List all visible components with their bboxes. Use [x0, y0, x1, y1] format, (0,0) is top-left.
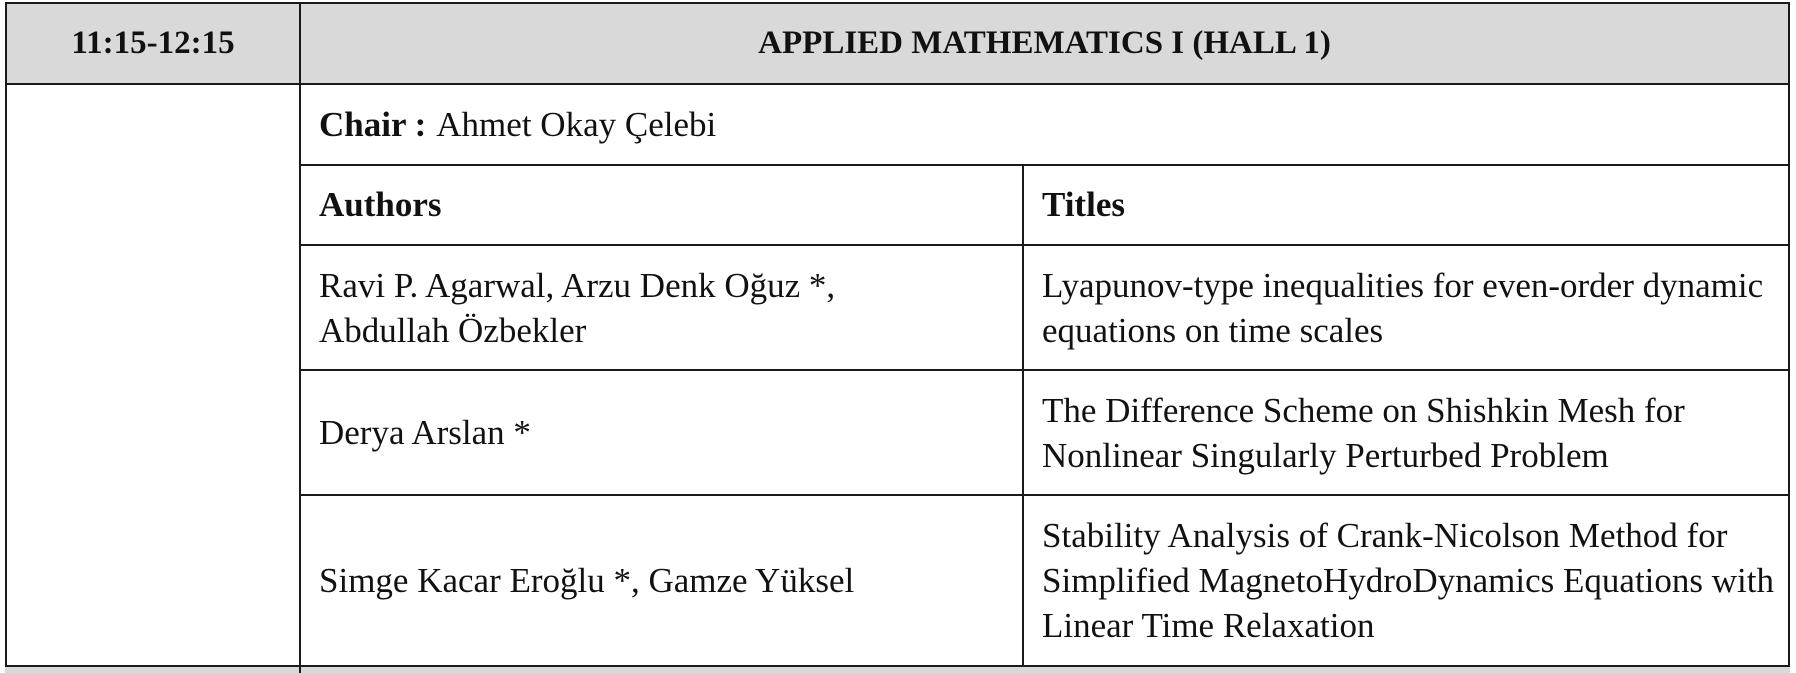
next-row-time-edge	[5, 665, 301, 673]
time-column-blank	[5, 83, 301, 667]
table-row-2-authors	[299, 369, 1024, 496]
chair-name: Ahmet Okay Çelebi	[436, 104, 717, 144]
title-text: The Difference Scheme on Shishkin Mesh for Nonlinear Singularly Perturbed Problem	[1042, 390, 1685, 475]
authors-text: Derya Arslan *	[319, 413, 531, 452]
table-row-1-title	[1022, 244, 1790, 371]
program-table	[5, 2, 1788, 670]
chair-row	[299, 83, 1790, 166]
titles-header: Titles	[1022, 164, 1790, 246]
authors-text: Simge Kacar Eroğlu *, Gamze Yüksel	[319, 561, 855, 600]
authors-header: Authors	[299, 164, 1024, 246]
table-row-3-title	[1022, 494, 1790, 667]
title-text: Stability Analysis of Crank-Nicolson Method for Simplified MagnetoHydroDynamics Equations with Linear Time Relaxation	[1042, 516, 1774, 645]
authors-text: Ravi P. Agarwal, Arzu Denk Oğuz *, Abdullah Özbekler	[319, 265, 836, 350]
session-title: APPLIED MATHEMATICS I (HALL 1)	[299, 2, 1790, 85]
title-text: Lyapunov-type inequalities for even-order dynamic equations on time scales	[1042, 265, 1764, 350]
session-time: 11:15-12:15	[5, 2, 301, 85]
table-row-2-title	[1022, 369, 1790, 496]
chair-label: Chair :	[319, 104, 427, 144]
table-row-1-authors	[299, 244, 1024, 371]
table-row-3-authors	[299, 494, 1024, 667]
